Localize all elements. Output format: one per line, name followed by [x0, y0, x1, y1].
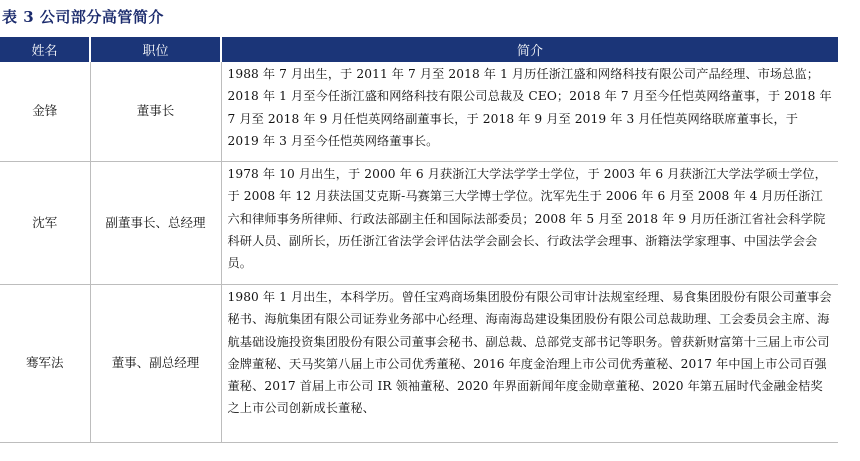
exec-bio: 1980 年 1 月出生，本科学历。曾任宝鸡商场集团股份有限公司审计法规室经理、易食集团股份有限公司董事会秘书、海航集团有限公司证券业务部中心经理、海南海岛建设集团股份有限公司总裁助理、工会委员会主席、海航基础设施投资集团股份有限公司董事会秘书、副总裁、总部党支部书记等职务。曾获新财富第十三届上市公司金牌董秘、天马奖第八届上市公司优秀董秘、2016 年度金治理上市公司优秀董秘、2017 年中国上市公司百强董秘、2017 首届上市公司 IR 领袖董秘、2020 年界面新闻年度金勋章董秘、2020 年第五届时代金融金桔奖之上市公司创新成长董秘、: [221, 285, 838, 443]
header-name: 姓名: [0, 37, 90, 62]
table-row: [0, 162, 838, 285]
exec-position: 董事、副总经理: [90, 285, 221, 443]
executives-table: [0, 37, 838, 443]
exec-bio: 1988 年 7 月出生，于 2011 年 7 月至 2018 年 1 月历任浙江盛和网络科技有限公司产品经理、市场总监；2018 年 1 月至今任浙江盛和网络科技有限公司总裁及 CEO；2018 年 7 月至今任恺英网络董事，于 2018 年 7 月至 2018 年 9 月任恺英网络副董事长，于 2018 年 9 月至 2019 年 3 月任恺英网络联席董事长，于 2019 年 3 月至今任恺英网络董事长。: [221, 62, 838, 162]
table-title: 表 3 公司部分高管简介: [2, 8, 164, 26]
exec-position: 董事长: [90, 62, 221, 162]
header-bio: 简介: [221, 37, 838, 62]
exec-name: 金锋: [0, 62, 90, 162]
table-row: [0, 285, 838, 443]
table-header-row: [0, 37, 838, 62]
exec-name: 沈军: [0, 162, 90, 285]
table-row: [0, 62, 838, 162]
exec-name: 骞军法: [0, 285, 90, 443]
header-position: 职位: [90, 37, 221, 62]
exec-bio: 1978 年 10 月出生，于 2000 年 6 月获浙江大学法学学士学位，于 2003 年 6 月获浙江大学法学硕士学位，于 2008 年 12 月获法国艾克斯-马赛第三大学博士学位。沈军先生于 2006 年 6 月至 2008 年 4 月历任浙江六和律师事务所律师、行政法部副主任和国际法部委员；2008 年 5 月至 2018 年 9 月历任浙江省社会科学院科研人员、副所长，历任浙江省法学会评估法学会副会长、行政法学会理事、浙籍法学家理事、中国法学会会员。: [221, 162, 838, 285]
exec-position: 副董事长、总经理: [90, 162, 221, 285]
